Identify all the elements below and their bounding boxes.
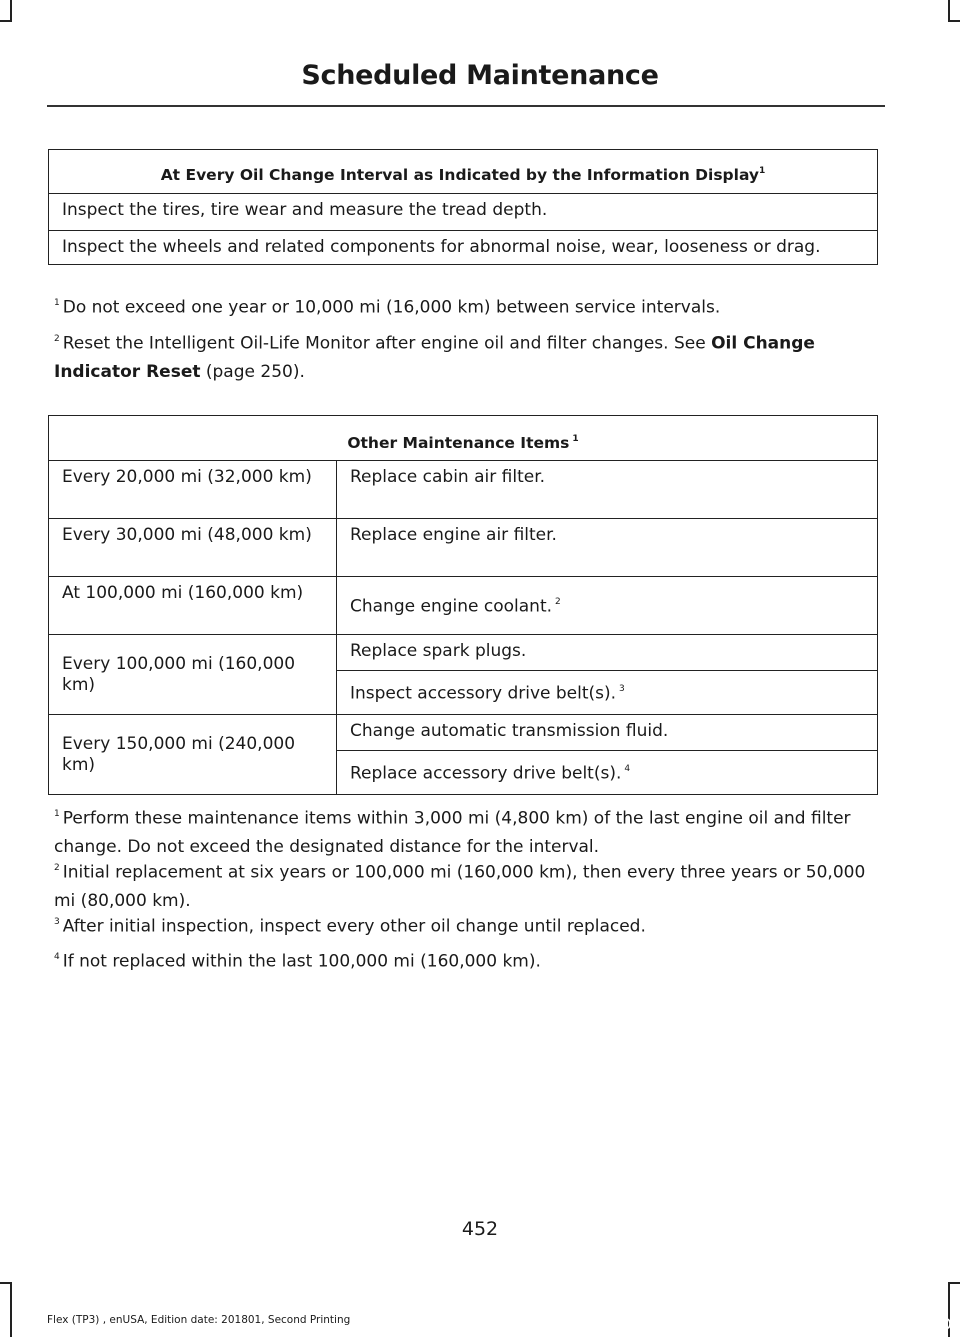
interval-cell: Every 100,000 mi (160,000 km) [49,635,337,715]
footnote [54,944,884,976]
table-row [49,519,878,577]
item-cell: Replace spark plugs. [337,635,878,671]
interval-cell: Every 30,000 mi (48,000 km) [49,519,337,577]
page-title: Scheduled Maintenance [301,60,659,91]
oil-change-interval-table [48,149,878,265]
crop-mark [948,0,950,20]
item-cell: Replace cabin air filter. [337,461,878,519]
table-row [49,715,878,751]
footnote-number: 4 [54,952,60,962]
edition-footer: Flex (TP3) , enUSA, Edition date: 201801, Second Printing [47,1314,351,1326]
footnote-ref: 2 [555,597,561,608]
page-number: 452 [461,1218,499,1240]
footnote-number: 2 [54,863,60,873]
footnote-text: Do not exceed one year or 10,000 mi (16,000 km) between service intervals. [62,297,721,318]
interval-cell: At 100,000 mi (160,000 km) [49,577,337,635]
footnote-ref: 1 [759,166,766,176]
item-text: Change engine coolant. [350,596,553,617]
footnote-number: 3 [54,917,60,927]
item-cell [337,751,878,795]
interval-cell: Every 150,000 mi (240,000 km) [49,715,337,795]
cross-reference-link[interactable]: Oil Change Indicator Reset [54,333,815,382]
footnote-number: 2 [54,334,60,344]
footnote-number: 1 [54,809,60,819]
footnote-ref: 4 [624,764,631,775]
crop-mark [10,0,12,20]
table-header [49,416,878,461]
footnote-text: Perform these maintenance items within 3,000 mi (4,800 km) of the last engine oil and filter change. Do not exceed the designated distance for the interval. [54,808,851,857]
crop-mark [10,1282,12,1337]
footnote-text: If not replaced within the last 100,000 mi (160,000 km). [62,951,541,972]
title-rule [47,105,885,107]
table-row [49,461,878,519]
other-maintenance-table [48,415,878,795]
footnote-text: Reset the Intelligent Oil-Life Monitor after engine oil and filter changes. See [62,333,712,354]
item-text: Replace accessory drive belt(s). [350,763,622,784]
footnote-ref: 1 [572,434,579,444]
item-cell [337,671,878,715]
crop-mark [0,1282,12,1284]
item-cell: Change automatic transmission fluid. [337,715,878,751]
footnote-ref: 3 [619,684,625,695]
table-header-text: At Every Oil Change Interval as Indicated by the Information Display [160,166,760,185]
footnote [54,290,884,322]
table-row [49,577,878,635]
crop-mark [0,20,12,22]
table-header [49,150,878,194]
crop-mark [948,20,960,22]
footnote [54,855,884,915]
footnote-text: Initial replacement at six years or 100,000 mi (160,000 km), then every three years or 50,000 mi (80,000 km). [54,862,866,911]
table-row: Inspect the wheels and related components for abnormal noise, wear, looseness or drag. [49,231,878,265]
table-row [49,635,878,671]
footnote [54,801,884,861]
footnote-text: After initial inspection, inspect every other oil change until replaced. [62,916,646,937]
item-cell [337,577,878,635]
table-row: Inspect the tires, tire wear and measure the tread depth. [49,194,878,231]
table-header-text: Other Maintenance Items [347,434,570,453]
item-text: Inspect accessory drive belt(s). [350,683,617,704]
footnote-number: 1 [54,298,60,308]
footnote-text: (page 250). [200,361,305,382]
watermark: carmanualsonline.info [741,1312,952,1334]
footnote [54,326,884,386]
interval-cell: Every 20,000 mi (32,000 km) [49,461,337,519]
footnote [54,909,884,941]
crop-mark [948,1282,960,1284]
item-cell: Replace engine air filter. [337,519,878,577]
